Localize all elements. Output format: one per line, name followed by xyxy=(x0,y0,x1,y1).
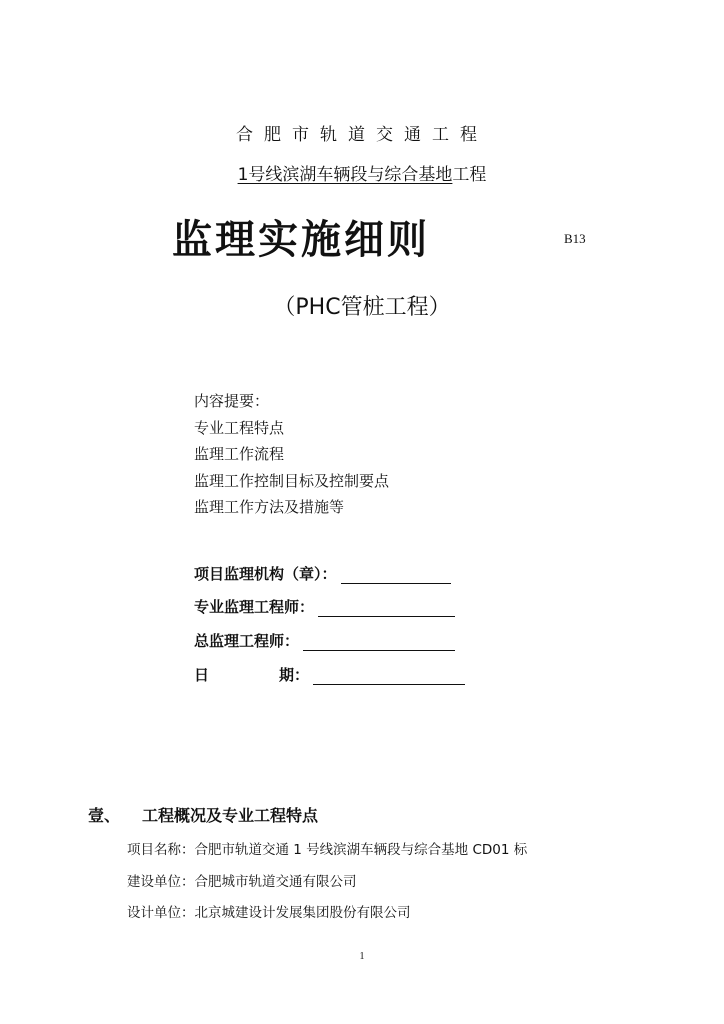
signature-row-agency xyxy=(194,563,451,584)
signature-label: 项目监理机构（章）： xyxy=(194,565,337,583)
signature-row-chief xyxy=(194,630,455,651)
summary-item: 监理工作流程 xyxy=(194,445,285,463)
project-subname-line xyxy=(0,160,724,185)
content-summary xyxy=(194,388,389,521)
signature-label: 期： xyxy=(279,666,310,684)
project-name-info: 项目名称：合肥市轨道交通 1 号线滨湖车辆段与综合基地 CD01 标 xyxy=(127,842,528,858)
signature-row-date xyxy=(194,664,465,685)
section-number: 壹、 xyxy=(88,806,121,825)
owner-info: 建设单位：合肥城市轨道交通有限公司 xyxy=(127,874,357,890)
page-number: 1 xyxy=(359,951,365,962)
project-subname-suffix: 工程 xyxy=(452,165,487,185)
project-subname-underlined: 1号线滨湖车辆段与综合基地 xyxy=(237,165,453,185)
signature-label: 日 xyxy=(194,666,210,684)
signature-blank[interactable] xyxy=(318,600,455,617)
signature-row-specialist xyxy=(194,596,455,617)
section-heading xyxy=(88,803,318,826)
document-title: 监理实施细则 xyxy=(172,217,430,263)
signature-blank[interactable] xyxy=(341,567,451,584)
project-name-line: 合肥市轨道交通工程 xyxy=(236,125,488,145)
summary-item: 专业工程特点 xyxy=(194,418,285,437)
signature-label: 专业监理工程师： xyxy=(194,598,315,616)
section-title: 工程概况及专业工程特点 xyxy=(142,806,319,825)
summary-item: 监理工作控制目标及控制要点 xyxy=(194,471,390,490)
designer-info: 设计单位：北京城建设计发展集团股份有限公司 xyxy=(127,905,411,921)
document-code: B13 xyxy=(564,231,586,246)
signature-blank[interactable] xyxy=(303,634,455,651)
summary-item: 监理工作方法及措施等 xyxy=(194,498,345,516)
signature-blank[interactable] xyxy=(313,668,465,685)
signature-label: 总监理工程师： xyxy=(194,632,300,650)
document-subtitle: （PHC管桩工程） xyxy=(273,295,451,320)
summary-heading: 内容提要： xyxy=(194,392,270,410)
